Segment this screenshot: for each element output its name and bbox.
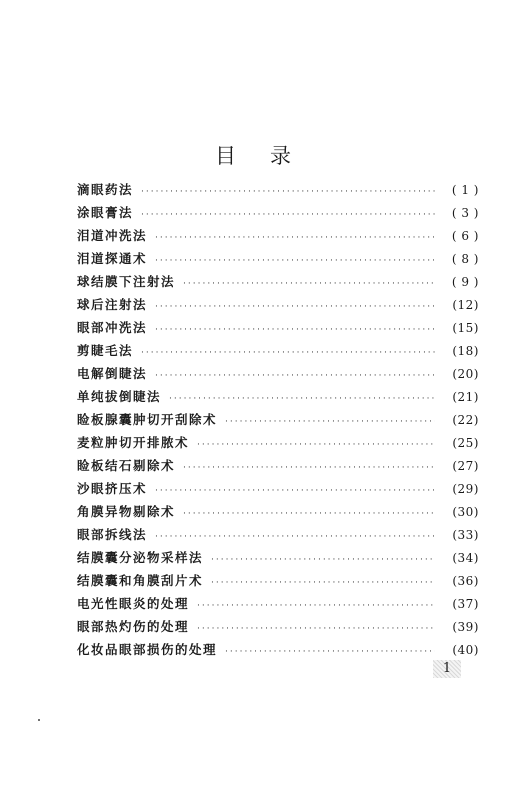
toc-entry-label: 电光性眼炎的处理 — [77, 596, 190, 611]
toc-entry — [77, 410, 479, 433]
toc-entry-page: (20) — [452, 367, 479, 381]
toc-entry-page: (30) — [452, 505, 479, 519]
dot-leader — [183, 463, 435, 473]
toc-entry — [77, 364, 479, 387]
dot-leader — [169, 394, 435, 404]
toc-entry — [77, 180, 479, 203]
toc-entry-page: (39) — [452, 620, 479, 634]
toc-entry-label: 电解倒睫法 — [77, 366, 148, 381]
dot-leader — [211, 578, 435, 588]
toc-entry — [77, 226, 479, 249]
dot-leader — [155, 325, 435, 335]
toc-entry — [77, 525, 479, 548]
toc-title: 目录 — [215, 144, 325, 168]
toc-entry-page: (40) — [452, 643, 479, 657]
dot-leader — [183, 279, 435, 289]
toc-entry — [77, 272, 479, 295]
toc-entry-label: 眼部热灼伤的处理 — [77, 619, 190, 634]
toc-entry-page: (12) — [452, 298, 479, 312]
toc-entry-page: ( 1 ) — [451, 183, 479, 197]
toc-entry-page: (15) — [452, 321, 479, 335]
toc-entry — [77, 295, 479, 318]
toc-entry-page: (37) — [452, 597, 479, 611]
toc-entry — [77, 341, 479, 364]
toc-entry-page: (34) — [452, 551, 479, 565]
dot-leader — [197, 624, 435, 634]
toc-entry-page: ( 3 ) — [451, 206, 479, 220]
toc-entry-label: 角膜异物剔除术 — [77, 504, 176, 519]
toc-entry-label: 球后注射法 — [77, 297, 148, 312]
toc-entry — [77, 318, 479, 341]
toc-entry-label: 泪道冲洗法 — [77, 228, 148, 243]
toc-entry — [77, 249, 479, 272]
toc-entry-page: (25) — [452, 436, 479, 450]
toc-entry — [77, 617, 479, 640]
page-number: 1 — [433, 660, 461, 678]
toc-entry-label: 结膜囊和角膜刮片术 — [77, 573, 204, 588]
toc-entry — [77, 456, 479, 479]
toc-entry — [77, 594, 479, 617]
toc-entry — [77, 640, 479, 663]
dot-leader — [155, 371, 435, 381]
toc-entry-page: (36) — [452, 574, 479, 588]
toc-entry-page: (21) — [452, 390, 479, 404]
toc-entry-page: (18) — [452, 344, 479, 358]
toc-entry-label: 眼部冲洗法 — [77, 320, 148, 335]
toc-entry-label: 麦粒肿切开排脓术 — [77, 435, 190, 450]
toc-entry-page: ( 9 ) — [451, 275, 479, 289]
toc-entry-label: 涂眼膏法 — [77, 205, 134, 220]
dot-leader — [183, 509, 435, 519]
toc-entry-label: 睑板腺囊肿切开刮除术 — [77, 412, 218, 427]
toc-entry-page: (27) — [452, 459, 479, 473]
toc-list — [77, 180, 479, 663]
dot-leader — [155, 233, 435, 243]
dot-leader — [141, 348, 435, 358]
toc-entry-label: 睑板结石剔除术 — [77, 458, 176, 473]
dot-leader — [155, 256, 435, 266]
toc-entry-page: ( 8 ) — [451, 252, 479, 266]
dot-leader — [141, 187, 435, 197]
toc-entry-label: 单纯拔倒睫法 — [77, 389, 162, 404]
dot-leader — [225, 647, 435, 657]
dot-leader — [155, 486, 435, 496]
toc-entry — [77, 548, 479, 571]
toc-entry-label: 眼部拆线法 — [77, 527, 148, 542]
toc-entry-label: 泪道探通术 — [77, 251, 148, 266]
toc-entry — [77, 433, 479, 456]
toc-entry-page: ( 6 ) — [451, 229, 479, 243]
toc-entry-label: 剪睫毛法 — [77, 343, 134, 358]
toc-entry-page: (29) — [452, 482, 479, 496]
toc-entry — [77, 571, 479, 594]
dot-leader — [225, 417, 435, 427]
toc-entry — [77, 387, 479, 410]
toc-entry-label: 化妆品眼部损伤的处理 — [77, 642, 218, 657]
toc-entry-page: (22) — [452, 413, 479, 427]
toc-entry-page: (33) — [452, 528, 479, 542]
dot-leader — [141, 210, 435, 220]
dot-leader — [197, 440, 435, 450]
dot-leader — [197, 601, 435, 611]
dot-leader — [155, 302, 435, 312]
toc-entry — [77, 479, 479, 502]
toc-entry — [77, 502, 479, 525]
toc-entry — [77, 203, 479, 226]
dot-leader — [211, 555, 435, 565]
dot-leader — [155, 532, 435, 542]
toc-entry-label: 滴眼药法 — [77, 182, 134, 197]
toc-entry-label: 沙眼挤压术 — [77, 481, 148, 496]
toc-entry-label: 球结膜下注射法 — [77, 274, 176, 289]
scan-speck — [38, 719, 40, 721]
toc-entry-label: 结膜囊分泌物采样法 — [77, 550, 204, 565]
